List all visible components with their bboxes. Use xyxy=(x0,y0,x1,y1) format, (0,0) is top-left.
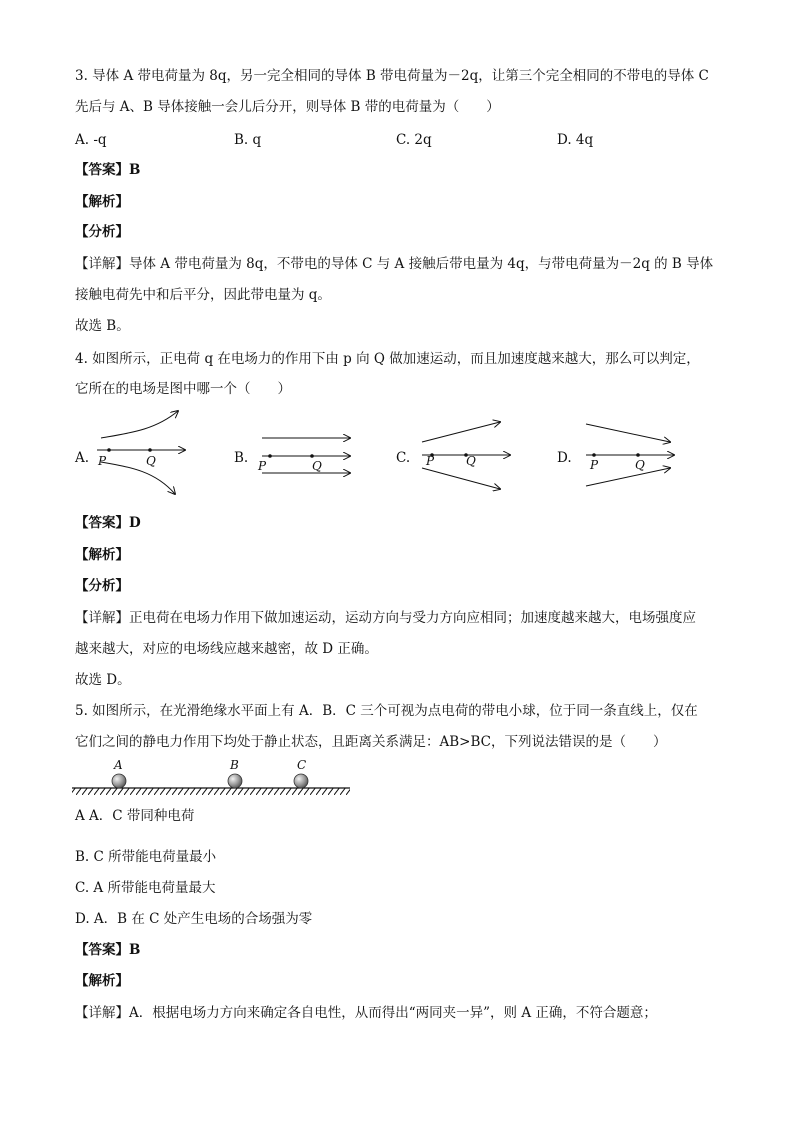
q4-stem-line1: 4. 如图所示，正电荷 q 在电场力的作用下由 p 向 Q 做加速运动，而且加速度越来越大，那么可以判定， xyxy=(75,351,700,367)
q5-option-d: D. A．B 在 C 处产生电场的合场强为零 xyxy=(75,911,313,927)
q4-fig-b-point-q: Q xyxy=(312,459,322,473)
q3-option-b: B. q xyxy=(234,132,262,148)
q4-figure-b xyxy=(258,430,358,480)
q5-detail-line1: 【详解】A．根据电场力方向来确定各自电性，从而得出“两同夹一异”，则 A 正确，不符合题意； xyxy=(75,1005,657,1021)
q4-analysis-heading: 【解析】 xyxy=(75,547,129,563)
q4-fig-c-point-p: P xyxy=(426,454,435,468)
q3-answer: 【答案】B xyxy=(75,162,141,178)
q3-conclusion: 故选 B。 xyxy=(75,318,130,334)
q4-detail-line2: 越来越大，对应的电场线应越来越密，故 D 正确。 xyxy=(75,641,378,657)
q3-detail-line2: 接触电荷先中和后平分，因此带电量为 q。 xyxy=(75,287,331,303)
q4-fig-c-point-q: Q xyxy=(466,454,476,468)
q5-stem-line1: 5. 如图所示，在光滑绝缘水平面上有 A．B．C 三个可视为点电荷的带电小球，位于同一条直线上，仅在 xyxy=(75,703,698,719)
q3-detail-line1: 【详解】导体 A 带电荷量为 8q，不带电的导体 C 与 A 接触后带电量为 4q，与带电荷量为－2q 的 B 导体 xyxy=(75,256,714,272)
q4-fig-a-point-p: P xyxy=(98,454,107,468)
q3-analysis-heading: 【解析】 xyxy=(75,194,129,210)
q4-figure-a xyxy=(95,405,195,500)
q4-fig-b-point-p: P xyxy=(258,459,267,473)
q5-ball-label-b: B xyxy=(230,758,239,772)
q5-option-b: B. C 所带能电荷量最小 xyxy=(75,849,217,865)
q5-stem-line2: 它们之间的静电力作用下均处于静止状态，且距离关系满足：AB>BC，下列说法错误的是（ ） xyxy=(75,734,667,750)
q4-fig-d-point-q: Q xyxy=(635,458,645,472)
q4-fig-d-point-p: P xyxy=(590,458,599,472)
q4-stem-line2: 它所在的电场是图中哪一个（ ） xyxy=(75,381,291,397)
q4-fenxi-heading: 【分析】 xyxy=(75,578,129,594)
q4-fig-a-point-q: Q xyxy=(146,454,156,468)
q4-detail-line1: 【详解】正电荷在电场力作用下做加速运动，运动方向与受力方向应相同；加速度越来越大，电场强度应 xyxy=(75,610,696,626)
q5-figure xyxy=(70,755,355,800)
q5-option-a: A A．C 带同种电荷 xyxy=(75,808,195,824)
q5-option-c: C. A 所带能电荷量最大 xyxy=(75,880,216,896)
q4-answer: 【答案】D xyxy=(75,515,141,531)
q4-fig-label-a: A. xyxy=(75,450,90,466)
q5-ball-label-a: A xyxy=(114,758,123,772)
q4-fig-label-b: B. xyxy=(234,450,249,466)
q5-analysis-heading: 【解析】 xyxy=(75,973,129,989)
q4-conclusion: 故选 D。 xyxy=(75,672,131,688)
q3-stem-line2: 先后与 A、B 导体接触一会儿后分开，则导体 B 带的电荷量为（ ） xyxy=(75,99,500,115)
q3-option-a: A. -q xyxy=(75,132,107,148)
q3-option-c: C. 2q xyxy=(396,132,432,148)
q3-stem-line1: 3. 导体 A 带电荷量为 8q，另一完全相同的导体 B 带电荷量为－2q，让第三个完全相同的不带电的导体 C xyxy=(75,68,709,84)
q5-answer: 【答案】B xyxy=(75,942,141,958)
q3-fenxi-heading: 【分析】 xyxy=(75,224,129,240)
q3-option-d: D. 4q xyxy=(557,132,594,148)
q4-fig-label-d: D. xyxy=(557,450,572,466)
q5-ball-label-c: C xyxy=(297,758,307,772)
q4-fig-label-c: C. xyxy=(396,450,411,466)
